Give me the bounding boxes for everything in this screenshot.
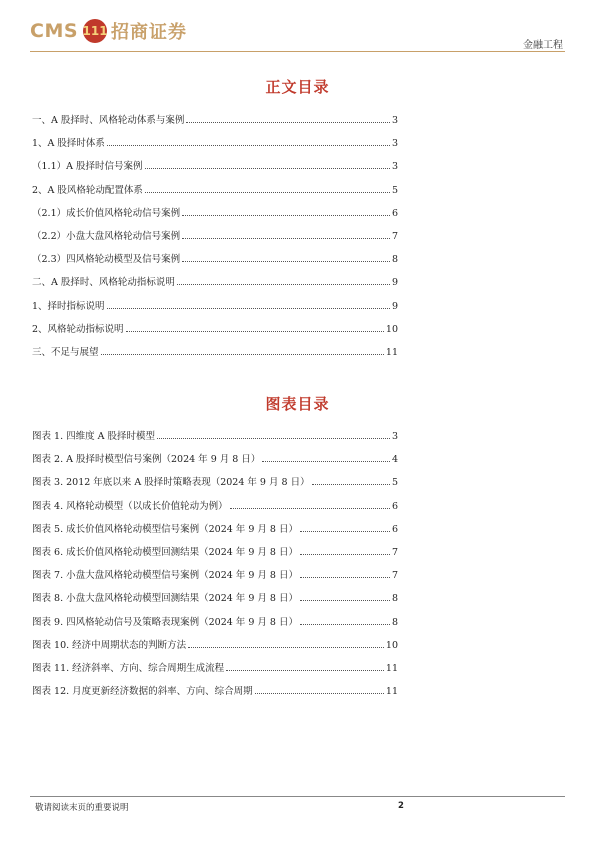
toc-entry-page: 5	[391, 184, 398, 196]
toc-leader-dots	[182, 215, 390, 216]
toc-entry[interactable]	[32, 182, 398, 196]
toc-entry[interactable]	[32, 590, 398, 604]
toc-leader-dots	[300, 577, 390, 578]
toc-entry-label: 2、A 股风格轮动配置体系	[32, 184, 143, 196]
toc-entry-label: 图表 11. 经济斜率、方向、综合周期生成流程	[32, 663, 225, 674]
toc-entry-page: 5	[391, 477, 398, 489]
toc-entry-label: 图表 7. 小盘大盘风格轮动模型信号案例（2024 年 9 月 8 日）	[32, 570, 298, 582]
toc-entry-page: 6	[391, 523, 398, 535]
toc-entry[interactable]	[32, 112, 398, 126]
toc-entry-page: 9	[391, 300, 398, 312]
toc-entry[interactable]	[32, 298, 398, 312]
disclaimer-note: 敬请阅读末页的重要说明	[35, 803, 129, 813]
toc-entry[interactable]	[32, 251, 398, 265]
company-logo	[30, 18, 187, 44]
toc-entry-page: 7	[391, 231, 398, 242]
toc-entry-page: 8	[391, 616, 398, 628]
toc-entry-label: 一、A 股择时、风格轮动体系与案例	[32, 115, 185, 126]
toc-entry-page: 3	[391, 431, 398, 442]
toc-leader-dots	[182, 238, 390, 239]
toc-entry-label: 图表 12. 月度更新经济数据的斜率、方向、综合周期	[32, 686, 253, 698]
toc-entry-page: 3	[391, 138, 398, 150]
toc-entry-page: 9	[391, 277, 398, 289]
toc-entry[interactable]	[32, 683, 398, 697]
toc-leader-dots	[300, 600, 390, 601]
toc-entry-label: 三、不足与展望	[32, 347, 99, 358]
toc-leader-dots	[186, 122, 390, 123]
toc-leader-dots	[300, 624, 390, 625]
toc-leader-dots	[255, 693, 384, 694]
toc-leader-dots	[126, 331, 384, 332]
toc-entry-page: 11	[385, 347, 398, 358]
toc-entry[interactable]	[32, 637, 398, 651]
toc-leader-dots	[226, 670, 384, 671]
toc-entry-label: （1.1）A 股择时信号案例	[32, 161, 143, 173]
toc-leader-dots	[188, 647, 384, 648]
toc-entry[interactable]	[32, 567, 398, 581]
toc-entry-page: 3	[391, 161, 398, 173]
toc-entry-label: 1、择时指标说明	[32, 300, 105, 312]
footer-divider	[30, 796, 565, 797]
toc-entry-label: 图表 8. 小盘大盘风格轮动模型回测结果（2024 年 9 月 8 日）	[32, 593, 298, 605]
toc-entry[interactable]	[32, 228, 398, 242]
toc-entry-label: 2、风格轮动指标说明	[32, 323, 124, 335]
toc-leader-dots	[230, 508, 390, 509]
toc-entry[interactable]	[32, 321, 398, 335]
logo-chinese-text: 招商证券	[111, 22, 188, 43]
toc-entry-label: （2.3）四风格轮动模型及信号案例	[32, 254, 181, 266]
toc-entry-label: 图表 1. 四维度 A 股择时模型	[32, 431, 156, 442]
toc-entry-page: 11	[385, 663, 398, 674]
toc-entry-page: 6	[391, 500, 398, 512]
toc-leader-dots	[145, 192, 390, 193]
toc-entry[interactable]	[32, 498, 398, 512]
toc-leader-dots	[177, 284, 390, 285]
toc-leader-dots	[300, 531, 390, 532]
toc-entry-label: 图表 3. 2012 年底以来 A 股择时策略表现（2024 年 9 月 8 日）	[32, 477, 310, 489]
toc-entry[interactable]	[32, 614, 398, 628]
logo-latin-text: CMS	[30, 20, 79, 42]
toc-entry-label: 二、A 股择时、风格轮动指标说明	[32, 277, 175, 289]
toc-entry-label: 1、A 股择时体系	[32, 138, 105, 150]
toc-entry[interactable]	[32, 205, 398, 219]
toc-entry[interactable]	[32, 135, 398, 149]
toc-leader-dots	[107, 145, 390, 146]
toc-leader-dots	[107, 308, 390, 309]
toc-leader-dots	[101, 354, 384, 355]
toc-entry[interactable]	[32, 158, 398, 172]
toc-leader-dots	[262, 461, 390, 462]
toc-entry-label: 图表 10. 经济中周期状态的判断方法	[32, 639, 187, 651]
toc-entry-page: 3	[391, 115, 398, 126]
toc-entry[interactable]	[32, 544, 398, 558]
toc-leader-dots	[300, 554, 390, 555]
toc-entry[interactable]	[32, 660, 398, 674]
toc-leader-dots	[312, 484, 390, 485]
page-number: 2	[398, 801, 404, 811]
toc-leader-dots	[157, 438, 390, 439]
toc-entry-page: 8	[391, 254, 398, 266]
toc-entry-label: （2.1）成长价值风格轮动信号案例	[32, 207, 181, 219]
toc-entry[interactable]	[32, 474, 398, 488]
toc-entry-label: 图表 6. 成长价值风格轮动模型回测结果（2024 年 9 月 8 日）	[32, 547, 298, 558]
toc-entry[interactable]	[32, 274, 398, 288]
toc-entry-page: 6	[391, 207, 398, 219]
toc-entry[interactable]	[32, 344, 398, 358]
logo-badge-icon: 111	[83, 19, 107, 43]
toc-entry-label: 图表 4. 风格轮动模型（以成长价值轮动为例）	[32, 500, 228, 512]
figure-toc-title: 图表目录	[265, 395, 330, 413]
toc-entry[interactable]	[32, 521, 398, 535]
toc-entry-label: 图表 2. A 股择时模型信号案例（2024 年 9 月 8 日）	[32, 454, 261, 466]
toc-entry-page: 10	[385, 639, 398, 651]
toc-leader-dots	[145, 168, 390, 169]
toc-leader-dots	[182, 261, 390, 262]
toc-entry-label: 图表 5. 成长价值风格轮动模型信号案例（2024 年 9 月 8 日）	[32, 523, 298, 535]
report-category: 金融工程	[523, 40, 563, 51]
page-header	[30, 18, 565, 50]
toc-entry[interactable]	[32, 428, 398, 442]
toc-entry-page: 11	[385, 686, 398, 698]
toc-entry-page: 8	[391, 593, 398, 605]
toc-entry-label: （2.2）小盘大盘风格轮动信号案例	[32, 231, 181, 242]
text-toc-title: 正文目录	[265, 78, 330, 96]
toc-entry-page: 10	[385, 323, 398, 335]
toc-entry[interactable]	[32, 451, 398, 465]
toc-entry-page: 7	[391, 547, 398, 558]
toc-entry-page: 7	[391, 570, 398, 582]
header-divider	[30, 51, 565, 52]
toc-entry-page: 4	[391, 454, 398, 466]
toc-entry-label: 图表 9. 四风格轮动信号及策略表现案例（2024 年 9 月 8 日）	[32, 616, 298, 628]
